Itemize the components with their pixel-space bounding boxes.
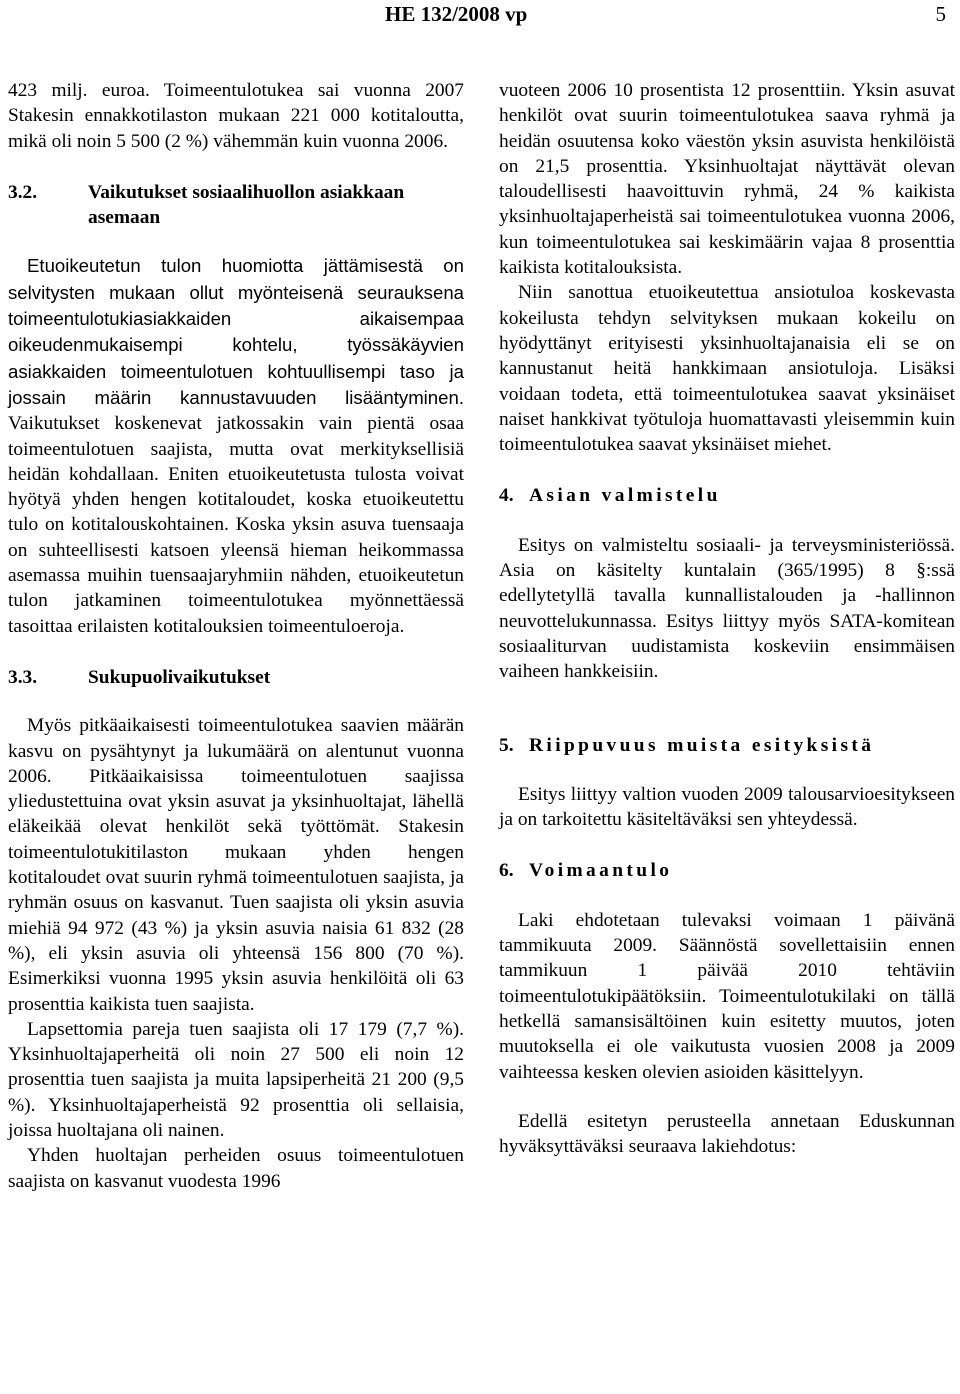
section-number: 3.3. [8, 666, 38, 688]
section-number: 6. [499, 860, 514, 882]
section-title: Sukupuolivaikutukset [88, 666, 271, 688]
section-4-paragraph: Esitys on valmisteltu sosiaali- ja terveysministeriössä. Asia on käsitelty kuntalain (365/1995) 8 §:ssä edellytetyllä tavalla kunnallistalouden ja -hallinnon neuvottelukunnassa. Esitys liittyy myös SATA-komitean sosiaaliturvan uudistamista koskeviin ensimmäisen vaiheen hankkeisiin. [499, 534, 955, 683]
section-6-heading [499, 858, 955, 883]
section-3-3-paragraph-3: Yhden huoltajan perheiden osuus toimeentulotuen saajista on kasvanut vuodesta 1996 [8, 1145, 464, 1192]
section-3-3-heading [8, 665, 464, 690]
section-4-heading [499, 483, 955, 508]
page-header [0, 2, 960, 32]
left-column [8, 78, 464, 1194]
document-id: HE 132/2008 vp [385, 2, 528, 26]
section-5-heading [499, 733, 955, 758]
section-number: 5. [499, 734, 514, 756]
section-title: Riippuvuus muista esityksistä [529, 734, 875, 756]
sans-text-run: Etuoikeutetun tulon huomiotta jättämisestä on selvitysten mukaan ollut myönteisenä seurauksena toimeentulotukiasiakkaiden aikaisempaa oikeudenmukaisempi kohtelu, työssäkäyvien asiakkaiden toimeentulotuen kohtuullisempi taso ja jossain määrin kannustavuuden lisääntyminen. [8, 255, 464, 408]
kokeilu-paragraph: Niin sanottua etuoikeutettua ansiotuloa koskevasta kokeilusta tehdyn selvityksen mukaan kokeilu on hyödyttänyt erityisesti yksinhuoltajanaisia eli se on kannustanut heitä hankkimaan ansiotuloja. Lisäksi voidaan todeta, että toimeentulotukea saavat yksinäiset naiset hankkivat työtuloja huomattavasti yleisemmin kuin toimeentulotukea saavat yksinäiset miehet. [499, 282, 955, 456]
section-3-3-paragraph-1: Myös pitkäaikaisesti toimeentulotukea saavien määrän kasvu on pysähtynyt ja lukumäärä on alentunut vuonna 2006. Pitkäaikaisissa toimeentulotuen saajissa yliedustettuina ovat yksin asuvat ja yksinhuoltajat, lähellä eläkeikää olevat henkilöt sekä työttömät. Stakesin toimeentulotukitilaston mukaan yhden hengen kotitaloudet ovat suurin ryhmä toimeentulotuen saajista, ja ryhmän osuus on kasvanut. Tuen saajista oli yksin asuvia miehiä 94 972 (43 %) ja yksin asuvia naisia 61 832 (28 %), eli yksin asuvia oli yhteensä 156 800 (70 %). Esimerkiksi vuonna 1995 yksin asuvia henkilöitä oli 63 prosenttia kaikista tuen saajista. [8, 715, 464, 1015]
intro-paragraph: 423 milj. euroa. Toimeentulotukea sai vuonna 2007 Stakesin ennakkotilaston mukaan 221 000 kotitaloutta, mikä oli noin 5 500 (2 %) vähemmän kuin vuonna 2006. [8, 80, 464, 152]
continued-paragraph: vuoteen 2006 10 prosentista 12 prosenttiin. Yksin asuvat henkilöt ovat suurin toimeentulotukea saava ryhmä ja heidän osuutensa koko väestön yksin asuvista henkilöistä on 21,5 prosenttia. Yksinhuoltajat näyttävät olevan taloudellisesti haavoittuvin ryhmä, 24 % kaikista yksinhuoltajaperheistä sai toimeentulotukea vuonna 2006, kun toimeentulotukea sai keskimäärin vajaa 8 prosenttia kaikista kotitalouksista. [499, 80, 955, 279]
section-title: Voimaantulo [529, 860, 673, 882]
final-paragraph: Edellä esitetyn perusteella annetaan Eduskunnan hyväksyttäväksi seuraava lakiehdotus: [499, 1110, 955, 1158]
section-title: Vaikutukset sosiaalihuollon asiakkaan asemaan [88, 181, 405, 229]
section-6-paragraph: Laki ehdotetaan tulevaksi voimaan 1 päivänä tammikuuta 2009. Säännöstä sovellettaisiin ennen tammikuun 1 päivää 2010 tehtäviin toimeentulotukipäätöksiin. Toimeentulotukilaki on tällä hetkellä samansisältöinen kuin esitetty muutos, joten muutoksella ei ole vaikutusta vuosien 2008 ja 2009 vaihteessa kesken olevien asioiden käsittelyyn. [499, 909, 955, 1083]
section-title: Asian valmistelu [529, 485, 721, 507]
page-number: 5 [935, 2, 946, 26]
serif-text-run: Vaikutukset koskenevat jatkossakin vain pientä osaa toimeentulotuen saajista, mutta ovat merkityksellisiä heidän kohdallaan. Eniten etuoikeutetusta tulosta voivat hyötyä yhden hengen kotitaloudet, koska etuoikeutettu tulo on kotitalouskohtainen. Koska yksin asuva tuensaaja on suhteellisesti katsoen yleensä hieman heikommassa asemassa muihin tuensaajaryhmiin nähden, etuoikeutetun tulon jatkaminen toimeentulotukea myönnettäessä tasoittaa erilaisten kotitalouksien toimeentuloeroja. [8, 413, 464, 637]
section-3-3-paragraph-2: Lapsettomia pareja tuen saajista oli 17 179 (7,7 %). Yksinhuoltajaperheitä oli noin 27 500 eli noin 12 prosenttia tuen saajista ja muita lapsiperheitä 21 200 (9,5 %). Yksinhuoltajaperheistä 92 prosenttia oli sellaisia, joissa huoltajana oli nainen. [8, 1018, 464, 1141]
section-5-paragraph: Esitys liittyy valtion vuoden 2009 talousarvioesitykseen ja on tarkoitettu käsiteltäväksi sen yhteydessä. [499, 783, 955, 831]
section-number: 3.2. [8, 181, 38, 203]
section-3-2-heading [8, 180, 464, 231]
right-column [499, 78, 955, 1159]
section-number: 4. [499, 485, 514, 507]
section-3-2-paragraph [8, 253, 464, 638]
